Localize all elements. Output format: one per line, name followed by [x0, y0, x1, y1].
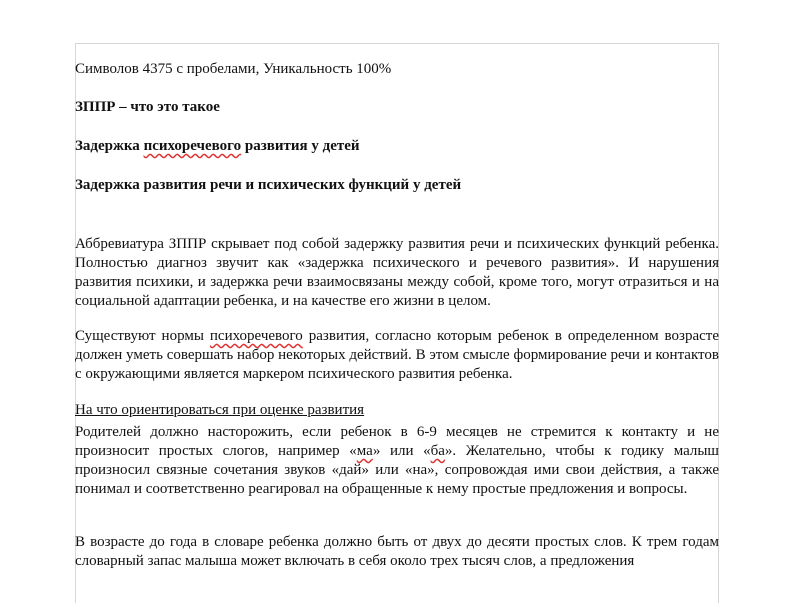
paragraph-vocabulary: В возрасте до года в словаре ребенка должно быть от двух до десяти простых слов. К трем годам словарный запас малыша может включать в себя около трех тысяч слов, а предложения — [75, 534, 719, 569]
spellcheck-flagged-word[interactable]: психоречевого — [143, 138, 242, 154]
heading-what-is-zppr: ЗППР – что это такое — [75, 99, 220, 115]
spellcheck-flagged-word[interactable]: ма — [356, 443, 373, 459]
paragraph-norms — [75, 327, 719, 384]
paragraph-abbreviation: Аббревиатура ЗППР скрывает под собой задержку развития речи и психических функций ребенка. Полностью диагноз звучит как «задержка психического и речевого развития». И нарушения развития психики, и задержка речи взаимосвязаны между собой, кроме того, могут отразиться и на социальной адаптации ребенка, и на качестве его жизни в целом. — [75, 236, 719, 309]
heading-2-text-before: Задержка — [75, 138, 144, 154]
spellcheck-flagged-word[interactable]: психоречевого — [209, 328, 303, 344]
spellcheck-flagged-word[interactable]: ба — [430, 443, 445, 459]
paragraph-3-part-2: » или « — [372, 443, 431, 459]
paragraph-2-text-before: Существуют нормы — [75, 328, 210, 344]
document-page — [75, 43, 719, 603]
heading-2-text-after: развития у детей — [241, 138, 360, 154]
heading-speech-and-mental-delay: Задержка развития речи и психических функций у детей — [75, 177, 462, 193]
meta-line: Символов 4375 с пробелами, Уникальность 100% — [75, 61, 392, 77]
heading-speech-delay — [75, 137, 719, 156]
paragraph-3-part-3: ». Желательно, чтобы к годику малыш произносил связные сочетания звуков «дай» или «на», сопровождая ими свои действия, а также понимал и соответственно реагировал на обращенные к нему простые предложения и вопросы. — [75, 443, 719, 497]
paragraph-2-text-after: развития, согласно которым ребенок в определенном возрасте должен уметь совершать набор некоторых действий. В этом смысле формирование речи и контактов с окружающими является маркером психического развития ребенка. — [75, 328, 719, 382]
subheading-assessment: На что ориентироваться при оценке развития — [75, 402, 365, 418]
paragraph-3-part-1: Родителей должно насторожить, если ребенок в 6-9 месяцев не стремится к контакту и не произносит простых слогов, например « — [75, 424, 719, 459]
paragraph-warning-signs — [75, 423, 719, 499]
